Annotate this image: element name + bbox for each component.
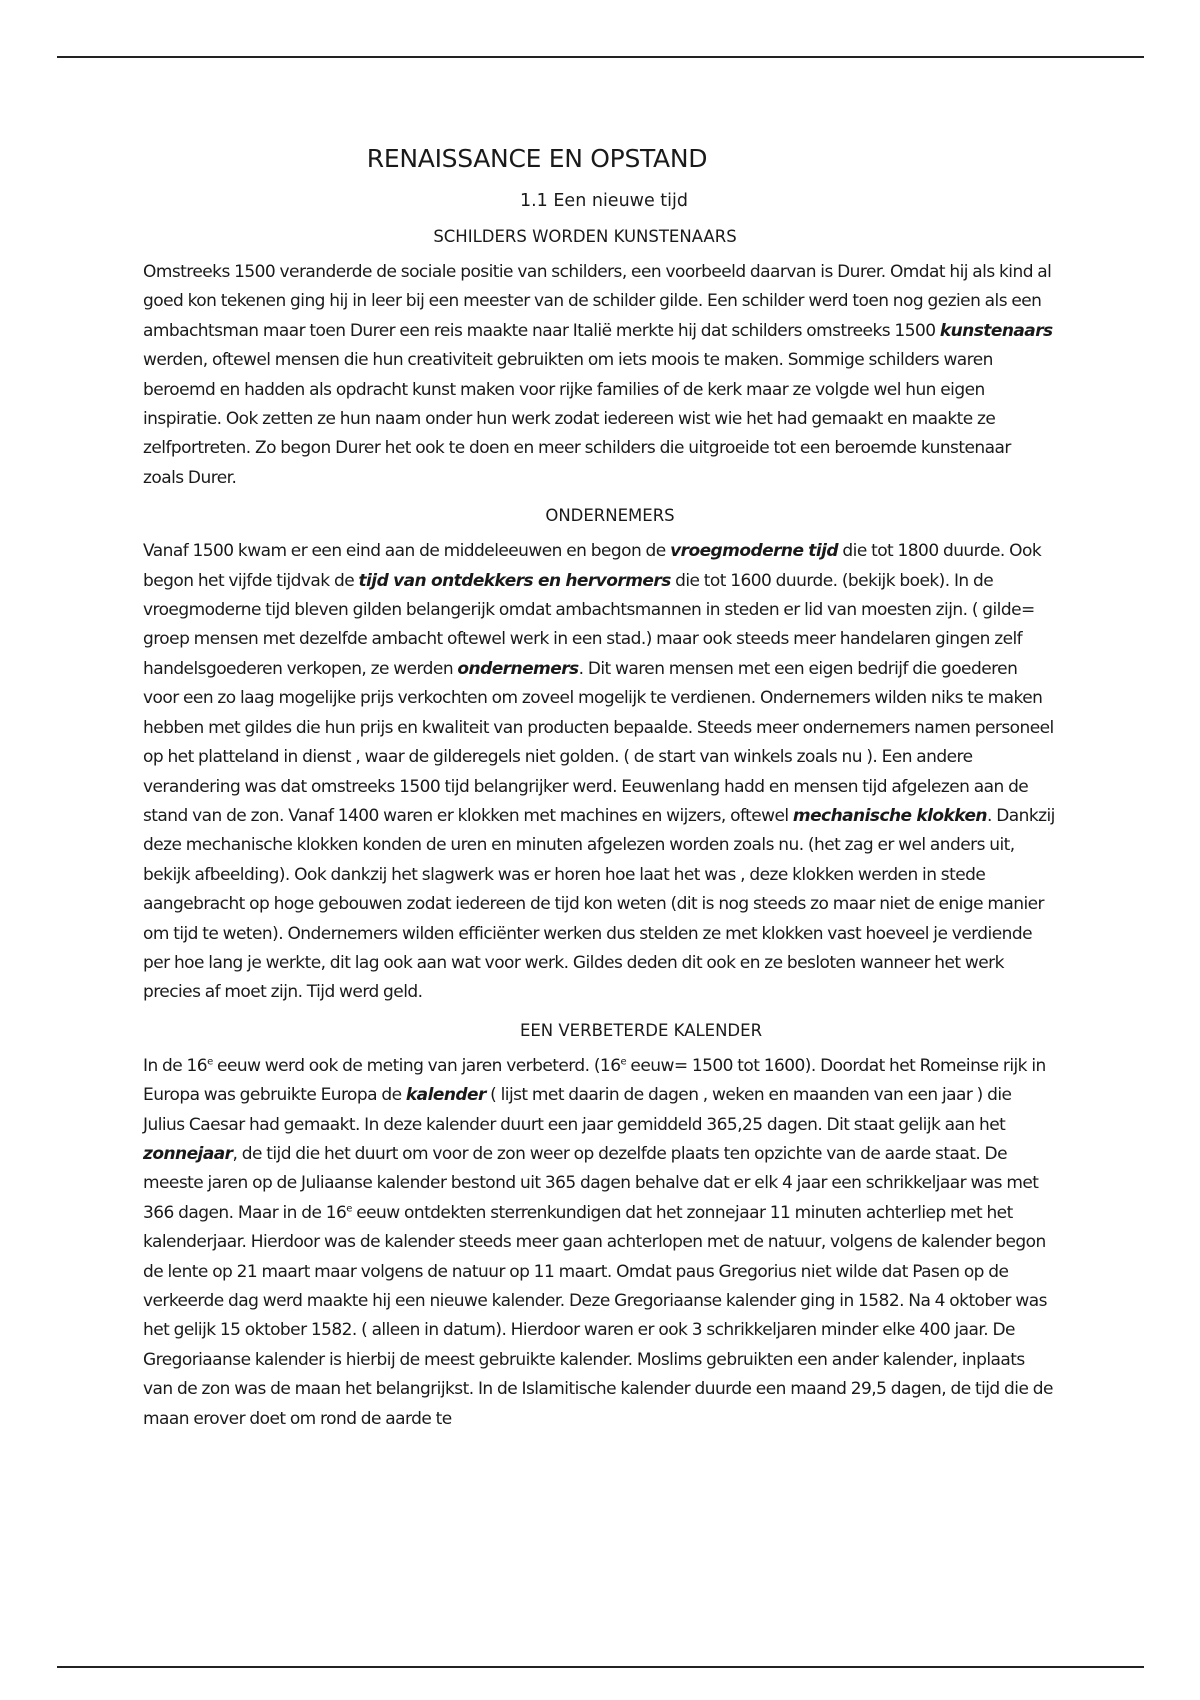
ordinal-superscript: e bbox=[207, 1056, 213, 1068]
text-run: In de 16 bbox=[143, 1055, 208, 1076]
section-heading-ondernemers: ONDERNEMERS bbox=[545, 506, 675, 526]
key-term: kalender bbox=[405, 1085, 486, 1106]
paragraph-ondernemers bbox=[143, 537, 1055, 1008]
text-run: werden, oftewel mensen die hun creativiteit gebruikten om iets moois te maken. Sommige schilders waren beroemd en hadden als opdracht kunst maken voor rijke families of de kerk maar ze volgde wel hun eigen inspiratie. Ook zetten ze hun naam onder hun werk zodat iedereen wist wie het had gemaakt en maakte ze zelfportreten. Zo begon Durer het ook te doen en meer schilders die uitgroeide tot een beroemde kunstenaar zoals Durer. bbox=[143, 350, 1011, 488]
key-term: zonnejaar bbox=[143, 1143, 233, 1164]
document-body bbox=[143, 144, 1055, 1447]
text-run: eeuw= 1500 tot 1600). Doordat het Romeinse rijk in Europa was gebruikte Europa de bbox=[143, 1055, 1046, 1106]
text-run: . Dankzij deze mechanische klokken konden de uren en minuten afgelezen worden zoals nu. (het zag er wel anders uit, bekijk afbeelding). Ook dankzij het slagwerk was er horen hoe laat het was , deze klokken werden in stede aangebracht op hoge gebouwen zodat iedereen de tijd kon weten (dit is nog steeds zo maar niet de enige manier om tijd te weten). Ondernemers wilden efficiënter werken dus stelden ze met klokken vast hoeveel je verdiende per hoe lang je werkte, dit lag ook aan wat voor werk. Gildes deden dit ook en ze besloten wanneer het werk precies af moet zijn. Tijd werd geld. bbox=[143, 805, 1055, 1003]
paragraph-schilders bbox=[143, 258, 1055, 493]
section-heading-schilders: SCHILDERS WORDEN KUNSTENAARS bbox=[433, 227, 737, 246]
text-run: Vanaf 1500 kwam er een eind aan de middeleeuwen en begon de bbox=[143, 541, 671, 562]
text-run: eeuw werd ook de meting van jaren verbeterd. (16 bbox=[212, 1055, 621, 1076]
text-run: . Dit waren mensen met een eigen bedrijf die goederen voor een zo laag mogelijke prijs verkochten om zoveel mogelijk te verdienen. Ondernemers wilden niks te maken hebben met gildes die hun prijs en kwaliteit van producten bepaalde. Steeds meer ondernemers namen personeel op het platteland in dienst , waar de gilderegels niet golden. ( de start van winkels zoals nu ). Een andere verandering was dat omstreeks 1500 tijd belangrijker werd. Eeuwenlang hadd en mensen tijd afgelezen aan de stand van de zon. Vanaf 1400 waren er klokken met machines en wijzers, oftewel bbox=[143, 658, 1054, 826]
key-term: tijd van ontdekkers en hervormers bbox=[358, 570, 671, 591]
document-title: RENAISSANCE EN OPSTAND bbox=[366, 144, 708, 173]
key-term: ondernemers bbox=[457, 658, 579, 679]
key-term: kunstenaars bbox=[939, 320, 1053, 341]
chapter-subtitle: 1.1 Een nieuwe tijd bbox=[519, 191, 689, 211]
text-run: die tot 1600 duurde. (bekijk boek). In de vroegmoderne tijd bleven gilden belangerijk omdat ambachtsmannen in steden er lid van moesten zijn. ( gilde= groep mensen met dezelfde ambacht oftewel werk in een stad.) maar ook steeds meer handelaren gingen zelf handelsgoederen verkopen, ze werden bbox=[143, 570, 1035, 679]
key-term: vroegmoderne tijd bbox=[670, 541, 839, 562]
ordinal-superscript: e bbox=[346, 1203, 352, 1215]
section-heading-kalender: EEN VERBETERDE KALENDER bbox=[519, 1020, 763, 1040]
paragraph-kalender bbox=[143, 1052, 1055, 1434]
text-run: Omstreeks 1500 veranderde de sociale positie van schilders, een voorbeeld daarvan is Durer. Omdat hij als kind al goed kon tekenen ging hij in leer bij een meester van de schilder gilde. Een schilder werd toen nog gezien als een ambachtsman maar toen Durer een reis maakte naar Italië merkte hij dat schilders omstreeks 1500 bbox=[143, 262, 1052, 341]
text-run: , de tijd die het duurt om voor de zon weer op dezelfde plaats ten opzichte van de aarde staat. De meeste jaren op de Juliaanse kalender bestond uit 365 dagen behalve dat er elk 4 jaar een schrikkeljaar was met 366 dagen. Maar in de 16 bbox=[143, 1143, 1039, 1223]
page-footer-rule bbox=[57, 1666, 1144, 1668]
key-term: mechanische klokken bbox=[792, 805, 987, 826]
text-run: die tot 1800 duurde. Ook begon het vijfde tijdvak de bbox=[143, 541, 1042, 591]
page-header-rule bbox=[57, 56, 1144, 58]
text-run: ( lijst met daarin de dagen , weken en maanden van een jaar ) die Julius Caesar had gemaakt. In deze kalender duurt een jaar gemiddeld 365,25 dagen. Dit staat gelijk aan het bbox=[143, 1085, 1012, 1135]
ordinal-superscript: e bbox=[620, 1056, 627, 1068]
text-run: eeuw ontdekten sterrenkundigen dat het zonnejaar 11 minuten achterliep met het kalenderjaar. Hierdoor was de kalender steeds meer gaan achterlopen met de natuur, volgens de kalender begon de lente op 21 maart maar volgens de natuur op 11 maart. Omdat paus Gregorius niet wilde dat Pasen op de verkeerde dag werd maakte hij een nieuwe kalender. Deze Gregoriaanse kalender ging in 1582. Na 4 oktober was het gelijk 15 oktober 1582. ( alleen in datum). Hierdoor waren er ook 3 schrikkeljaren minder elke 400 jaar. De Gregoriaanse kalender is hierbij de meest gebruikte kalender. Moslims gebruikten een ander kalender, inplaats van de zon was de maan het belangrijkst. In de Islamitische kalender duurde een maand 29,5 dagen, de tijd die de maan erover doet om rond de aarde te bbox=[143, 1202, 1053, 1429]
